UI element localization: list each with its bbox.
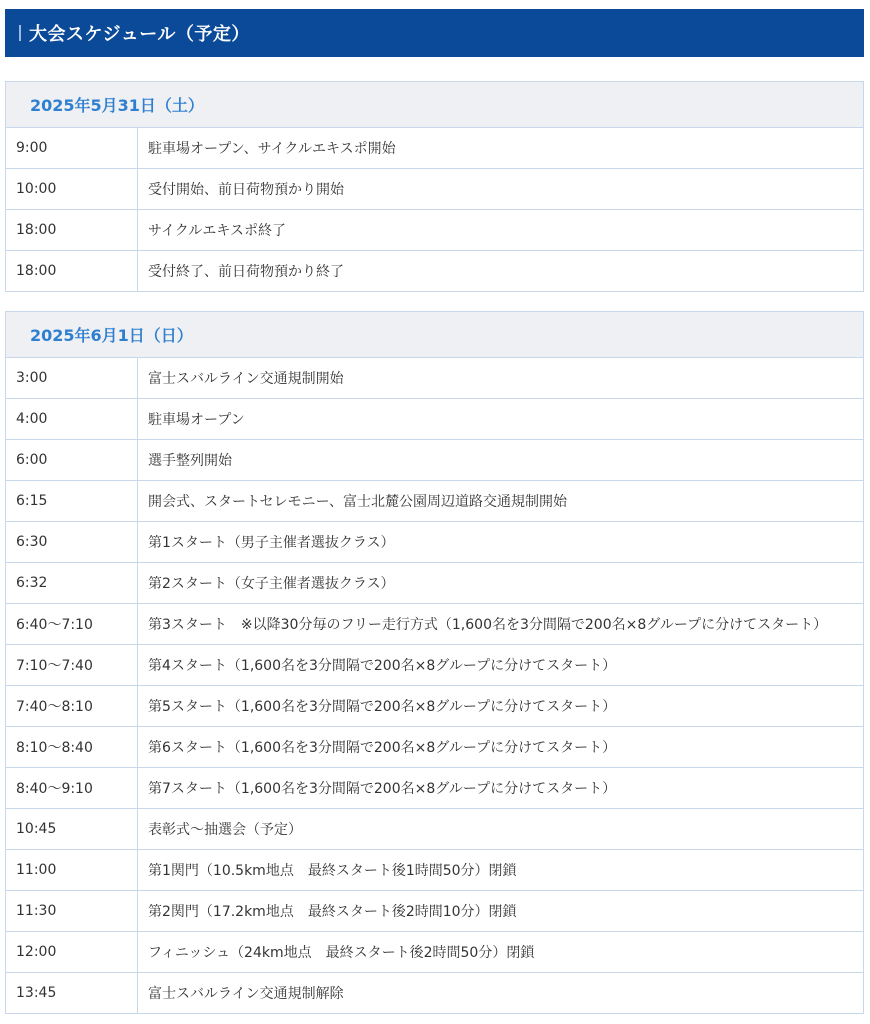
table-row xyxy=(6,727,864,768)
row-description: 第2スタート（女子主催者選抜クラス） xyxy=(138,563,864,604)
row-description: 受付開始、前日荷物預かり開始 xyxy=(138,169,864,210)
row-description: 表彰式～抽選会（予定） xyxy=(138,809,864,850)
table-row xyxy=(6,399,864,440)
row-time: 8:10～8:40 xyxy=(6,727,138,768)
row-description: 第7スタート（1,600名を3分間隔で200名×8グループに分けてスタート） xyxy=(138,768,864,809)
row-time: 6:15 xyxy=(6,481,138,522)
row-time: 6:00 xyxy=(6,440,138,481)
table-row xyxy=(6,973,864,1014)
table-row xyxy=(6,768,864,809)
page-title: 大会スケジュール（予定） xyxy=(29,24,250,45)
row-time: 18:00 xyxy=(6,210,138,251)
day-date-heading: 2025年5月31日（土） xyxy=(6,82,864,128)
day-header-row xyxy=(6,82,864,128)
table-row xyxy=(6,932,864,973)
row-time: 4:00 xyxy=(6,399,138,440)
day1-rows xyxy=(6,128,864,292)
table-row xyxy=(6,809,864,850)
row-time: 18:00 xyxy=(6,251,138,292)
row-time: 11:00 xyxy=(6,850,138,891)
row-description: サイクルエキスポ終了 xyxy=(138,210,864,251)
row-description: 富士スバルライン交通規制開始 xyxy=(138,358,864,399)
row-time: 6:32 xyxy=(6,563,138,604)
row-time: 9:00 xyxy=(6,128,138,169)
table-row xyxy=(6,563,864,604)
table-row xyxy=(6,686,864,727)
table-row xyxy=(6,481,864,522)
row-time: 10:45 xyxy=(6,809,138,850)
row-description: 第1関門（10.5km地点 最終スタート後1時間50分）閉鎖 xyxy=(138,850,864,891)
row-time: 7:40～8:10 xyxy=(6,686,138,727)
table-row xyxy=(6,891,864,932)
row-time: 12:00 xyxy=(6,932,138,973)
table-row xyxy=(6,128,864,169)
row-time: 3:00 xyxy=(6,358,138,399)
row-time: 6:30 xyxy=(6,522,138,563)
table-row xyxy=(6,645,864,686)
row-time: 8:40～9:10 xyxy=(6,768,138,809)
row-time: 10:00 xyxy=(6,169,138,210)
header-accent-bar xyxy=(19,25,21,41)
row-description: フィニッシュ（24km地点 最終スタート後2時間50分）閉鎖 xyxy=(138,932,864,973)
row-time: 13:45 xyxy=(6,973,138,1014)
schedule-table-day2 xyxy=(5,311,864,1014)
row-description: 開会式、スタートセレモニー、富士北麓公園周辺道路交通規制開始 xyxy=(138,481,864,522)
table-row xyxy=(6,210,864,251)
row-description: 第3スタート ※以降30分毎のフリー走行方式（1,600名を3分間隔で200名×8グループに分けてスタート） xyxy=(138,604,864,645)
table-row xyxy=(6,440,864,481)
row-description: 第5スタート（1,600名を3分間隔で200名×8グループに分けてスタート） xyxy=(138,686,864,727)
table-row xyxy=(6,251,864,292)
table-row xyxy=(6,169,864,210)
schedule-table-day1 xyxy=(5,81,864,292)
row-description: 選手整列開始 xyxy=(138,440,864,481)
row-description: 富士スバルライン交通規制解除 xyxy=(138,973,864,1014)
row-description: 駐車場オープン xyxy=(138,399,864,440)
row-description: 第4スタート（1,600名を3分間隔で200名×8グループに分けてスタート） xyxy=(138,645,864,686)
row-description: 第2関門（17.2km地点 最終スタート後2時間10分）閉鎖 xyxy=(138,891,864,932)
row-time: 7:10～7:40 xyxy=(6,645,138,686)
day-header-row xyxy=(6,312,864,358)
row-time: 11:30 xyxy=(6,891,138,932)
day-date-heading: 2025年6月1日（日） xyxy=(6,312,864,358)
table-row xyxy=(6,522,864,563)
day2-rows xyxy=(6,358,864,1014)
row-description: 第6スタート（1,600名を3分間隔で200名×8グループに分けてスタート） xyxy=(138,727,864,768)
row-time: 6:40～7:10 xyxy=(6,604,138,645)
row-description: 第1スタート（男子主催者選抜クラス） xyxy=(138,522,864,563)
table-row xyxy=(6,358,864,399)
row-description: 受付終了、前日荷物預かり終了 xyxy=(138,251,864,292)
schedule-header xyxy=(5,9,864,57)
row-description: 駐車場オープン、サイクルエキスポ開始 xyxy=(138,128,864,169)
table-row xyxy=(6,604,864,645)
table-row xyxy=(6,850,864,891)
